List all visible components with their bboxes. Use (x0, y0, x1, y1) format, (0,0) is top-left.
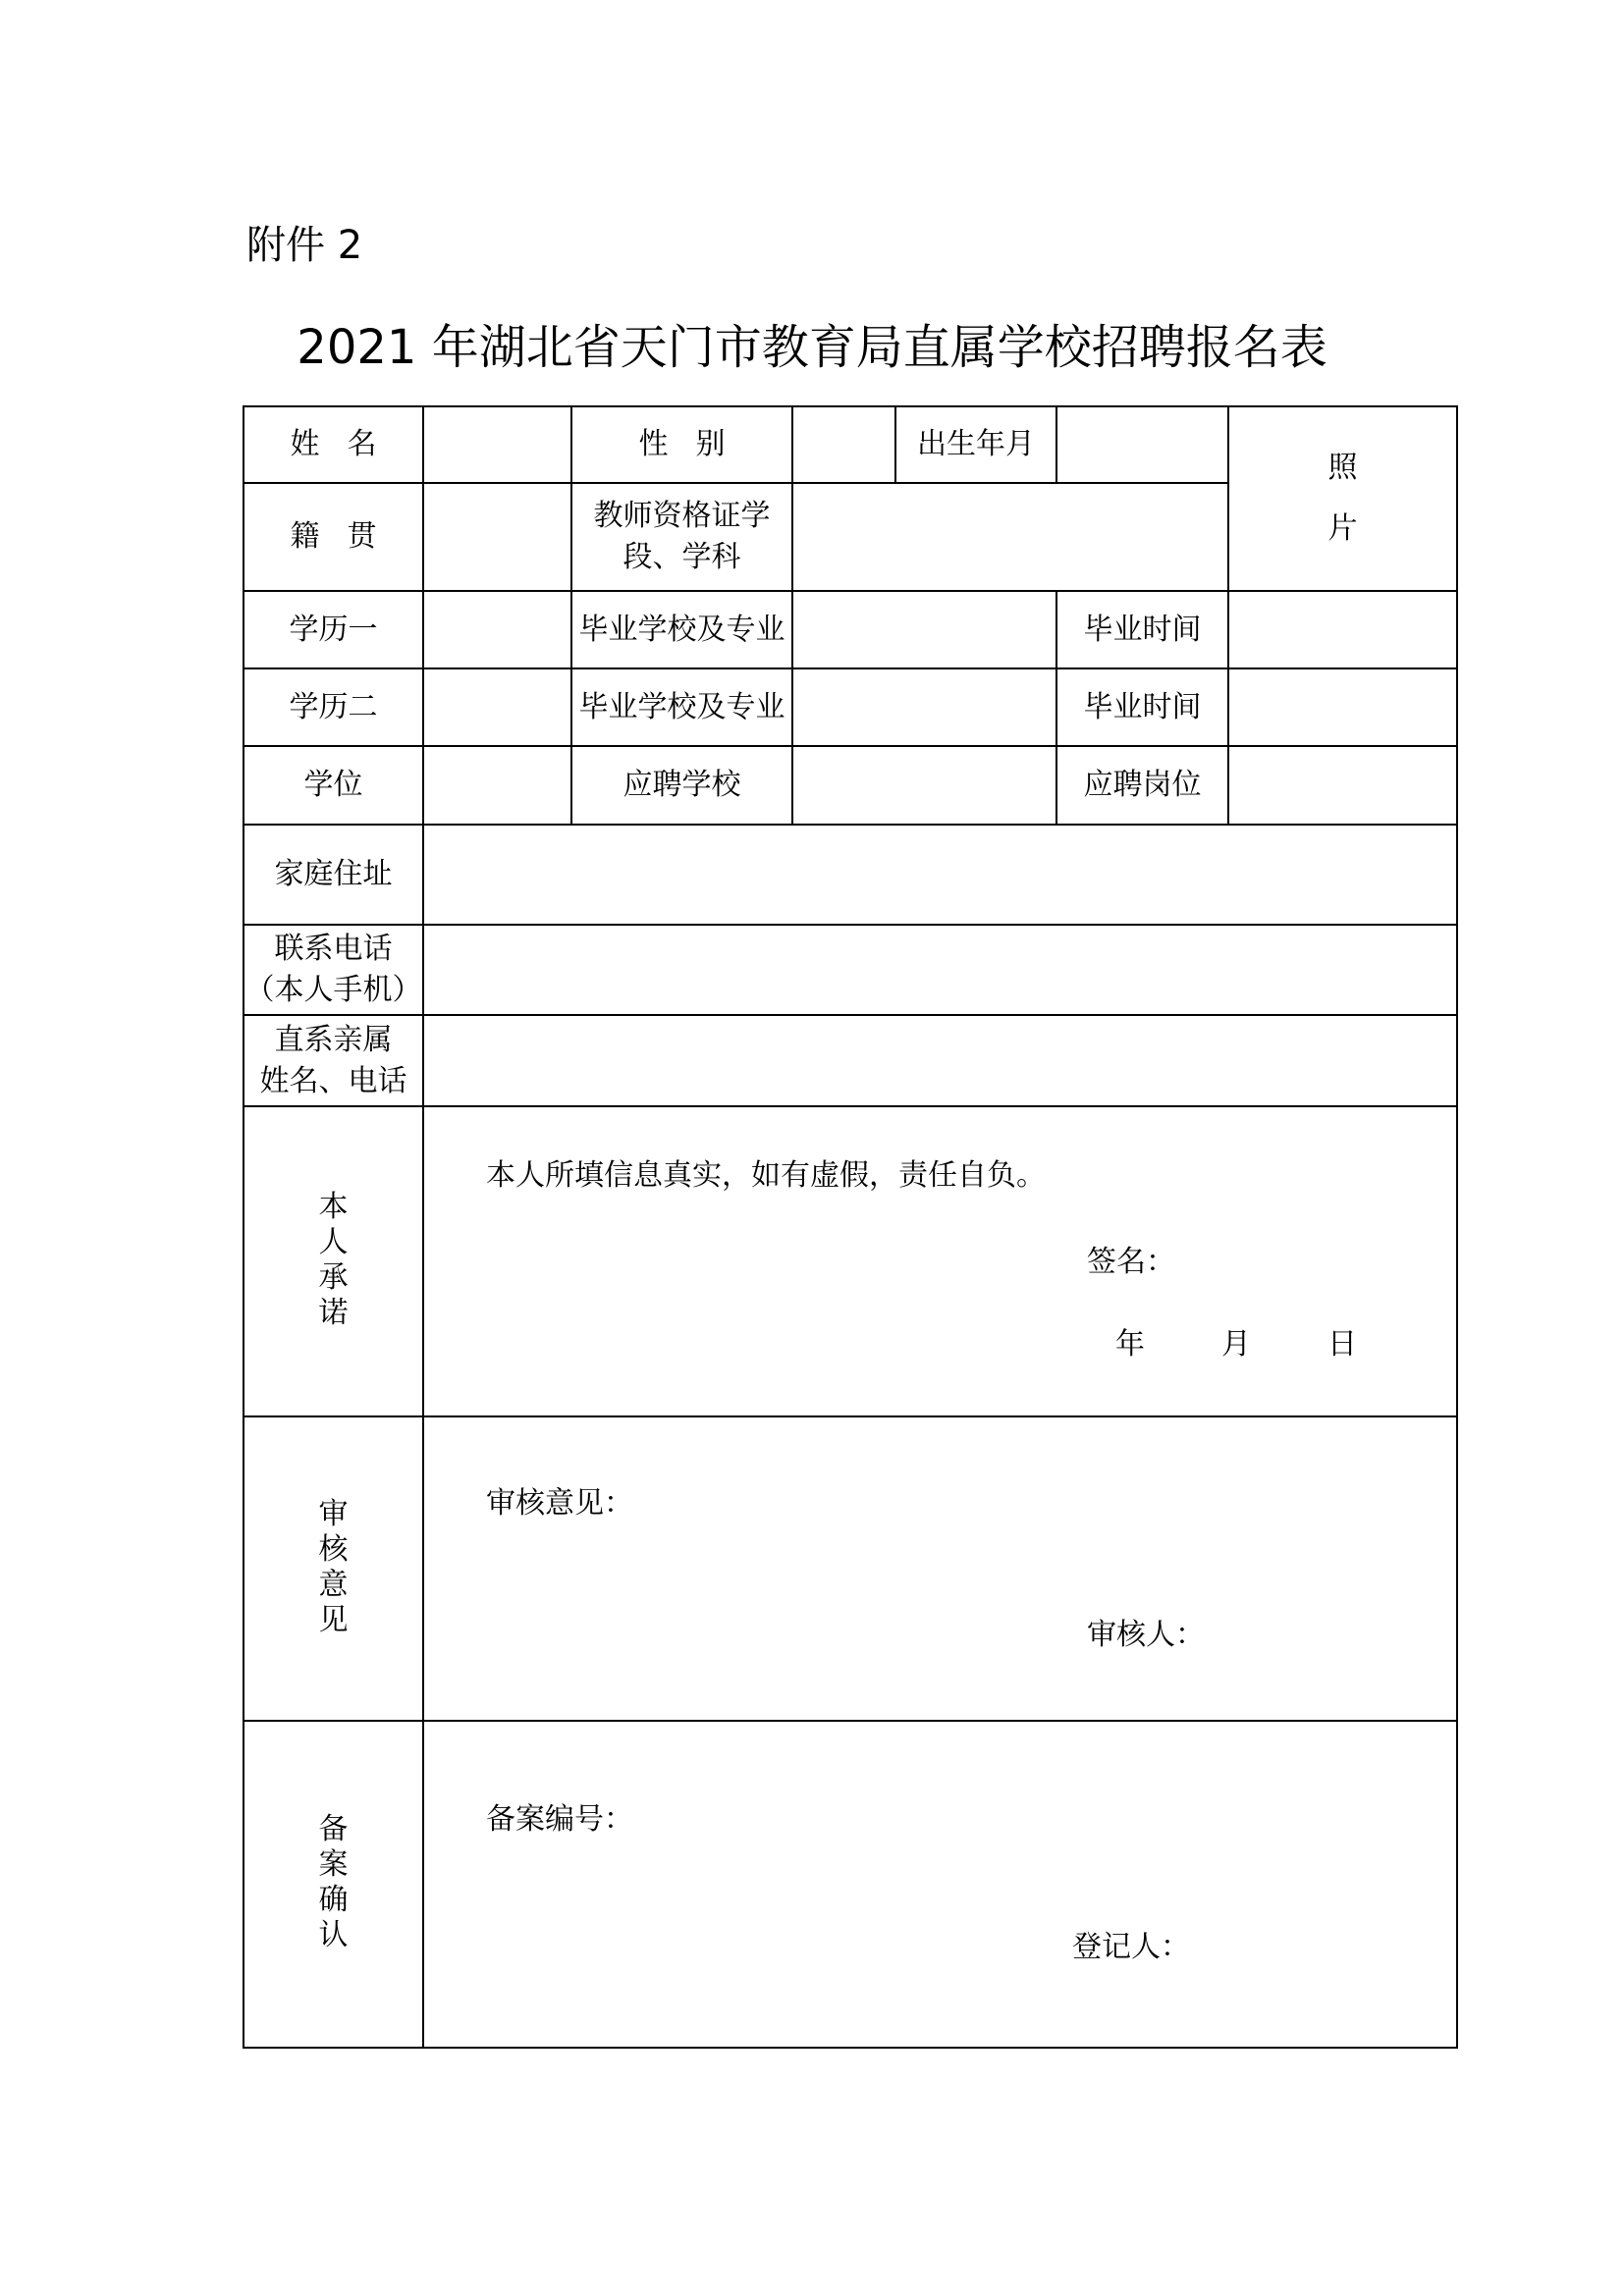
degree-label: 学位 (244, 746, 423, 825)
filing-number-label: 备案编号： (486, 1802, 633, 1837)
month-label: 月 (1221, 1327, 1251, 1362)
edu2-field[interactable] (423, 668, 571, 746)
gender-field[interactable] (792, 406, 895, 483)
pledge-content[interactable] (423, 1106, 1457, 1416)
row-edu1 (244, 591, 1457, 668)
signature-label: 签名： (1087, 1245, 1175, 1279)
apply-post-label: 应聘岗位 (1056, 746, 1228, 825)
apply-post-field[interactable] (1228, 746, 1457, 825)
review-label: 审核意见 (318, 1496, 349, 1637)
edu2-school-major-label: 毕业学校及专业 (571, 668, 792, 746)
edu2-grad-time-field[interactable] (1228, 668, 1457, 746)
row-phone (244, 925, 1457, 1015)
edu2-grad-time-label: 毕业时间 (1056, 668, 1228, 746)
relative-field[interactable] (423, 1015, 1457, 1106)
pledge-label: 本人承诺 (318, 1189, 349, 1330)
phone-label (244, 925, 423, 1015)
edu1-grad-time-label: 毕业时间 (1056, 591, 1228, 668)
relative-label-line1: 直系亲属 (274, 1022, 393, 1057)
photo-label-1: 照 (1327, 451, 1358, 485)
row-home-address (244, 825, 1457, 925)
apply-school-field[interactable] (792, 746, 1056, 825)
row-review (244, 1416, 1457, 1721)
year-label: 年 (1115, 1327, 1145, 1362)
form-title: 2021 年湖北省天门市教育局直属学校招聘报名表 (297, 320, 1327, 375)
name-label: 姓名 (244, 406, 423, 483)
row-filing (244, 1721, 1457, 2048)
registrar-label: 登记人： (1072, 1930, 1190, 1964)
relative-label-line2: 姓名、电话 (259, 1063, 407, 1098)
review-opinion-label: 审核意见： (486, 1486, 633, 1521)
attachment-label: 附件 2 (246, 223, 363, 268)
row-edu2 (244, 668, 1457, 746)
filing-content[interactable] (423, 1721, 1457, 2048)
edu1-label: 学历一 (244, 591, 423, 668)
row-name (244, 406, 1457, 483)
home-address-label: 家庭住址 (244, 825, 423, 925)
birth-label: 出生年月 (895, 406, 1056, 483)
teacher-cert-label: 教师资格证学段、学科 (571, 483, 792, 591)
photo-label-2: 片 (1327, 511, 1358, 546)
row-degree (244, 746, 1457, 825)
home-address-field[interactable] (423, 825, 1457, 925)
reviewer-label: 审核人： (1087, 1618, 1205, 1652)
filing-label-cell (244, 1721, 423, 2048)
phone-field[interactable] (423, 925, 1457, 1015)
phone-label-line2: （本人手机） (244, 973, 422, 1007)
native-place-label: 籍贯 (244, 483, 423, 591)
edu1-school-major-label: 毕业学校及专业 (571, 591, 792, 668)
edu1-school-major-field[interactable] (792, 591, 1056, 668)
edu1-field[interactable] (423, 591, 571, 668)
row-relative (244, 1015, 1457, 1106)
photo-cell[interactable] (1228, 406, 1457, 591)
edu2-label: 学历二 (244, 668, 423, 746)
edu2-school-major-field[interactable] (792, 668, 1056, 746)
review-content[interactable] (423, 1416, 1457, 1721)
name-field[interactable] (423, 406, 571, 483)
filing-label: 备案确认 (318, 1812, 349, 1952)
relative-label (244, 1015, 423, 1106)
phone-label-line1: 联系电话 (274, 932, 393, 966)
row-pledge (244, 1106, 1457, 1416)
review-label-cell (244, 1416, 423, 1721)
gender-label: 性别 (571, 406, 792, 483)
native-place-field[interactable] (423, 483, 571, 591)
registration-form-table (243, 405, 1458, 2049)
birth-field[interactable] (1056, 406, 1228, 483)
pledge-label-cell (244, 1106, 423, 1416)
edu1-grad-time-field[interactable] (1228, 591, 1457, 668)
day-label: 日 (1327, 1327, 1357, 1362)
teacher-cert-field[interactable] (792, 483, 1228, 591)
degree-field[interactable] (423, 746, 571, 825)
apply-school-label: 应聘学校 (571, 746, 792, 825)
pledge-text: 本人所填信息真实，如有虚假，责任自负。 (486, 1158, 1046, 1193)
